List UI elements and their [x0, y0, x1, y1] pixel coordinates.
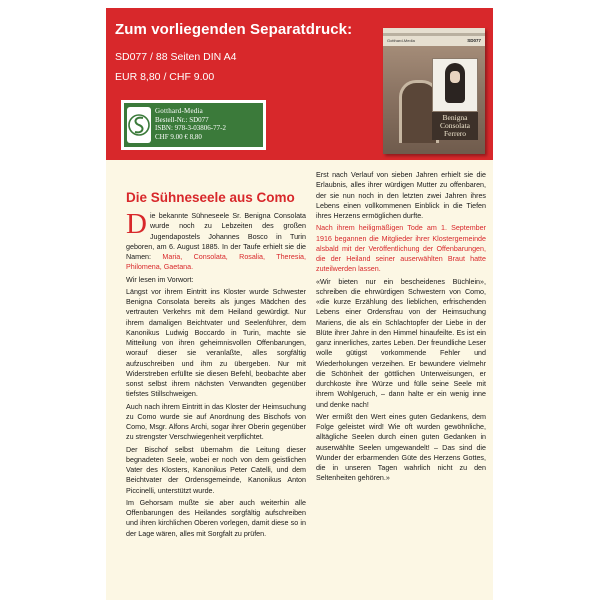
cover-title: Benigna Consolata Ferrero: [432, 112, 478, 140]
paragraph: Wir lesen im Vorwort:: [126, 275, 194, 284]
price-line: EUR 8,80 / CHF 9.00: [115, 71, 215, 83]
publisher-logo-icon: [127, 107, 151, 143]
article-column-right: [316, 170, 486, 486]
nun-portrait-image: [432, 58, 478, 112]
paragraph: Erst nach Verlauf von sieben Jahren erhielt sie die Erlaubnis, alles ihrer würdigen Mutter zu offenbaren, der sie nun noch in den letzten zwei Jahren ihres Lebens einen vollkommenen Einblick in die Tiefen ihres Herzens ermöglichen durfte.: [316, 171, 486, 220]
banner-title: Zum vorliegenden Separatdruck:: [115, 21, 353, 38]
paragraph: Im Gehorsam mußte sie aber auch weiterhin alle Offenbarungen des Heilandes sorgfältig aufschreiben und ihren kirchlichen Oberen vorlegen, damit diese so in der Lage wären, alles mit Sorgfalt zu prüfen.: [126, 498, 306, 538]
publisher-name: Gotthard-Media: [155, 107, 203, 115]
order-info-box: [121, 100, 266, 150]
baptism-names: Maria, Consolata, Rosalia, Theresia, Philomena, Gaetana.: [126, 253, 306, 272]
paragraph: Der Bischof selbst übernahm die Leitung dieser begnadeten Seele, wobei er noch von dem geistlichen Vater des Klosters, Kanonikus Peter Catelli, und dem Beichtvater der Ordensgemeinde, Kanonikus Anton Piccinelli, unterstützt wurde.: [126, 445, 306, 495]
paragraph: Wer ermißt den Wert eines guten Gedankens, dem Folge geleistet wird! Wie oft wurden gewöhnliche, alltägliche Seelen durch einen guten Gedanken in auserwählte Seelen umgewandelt! – Das sind die Wunder der erbarmenden Güte des Herzens Gottes, die in unseren Tagen wahrlich nicht zu den Seltenheiten gehören.»: [316, 412, 486, 483]
brochure-page: [106, 8, 493, 600]
paragraph: Die bekannte Sühneseele Sr. Benigna Consolata wurde noch zu Lebzeiten des großen Jugendapostels Johannes Bosco in Turin geboren, am 6. August 1885. In der Taufe erhielt sie die Namen: Maria, Consolata, Rosalia, Theresia, Philomena, Gaetana.: [126, 208, 306, 272]
article-column-left: [126, 208, 306, 541]
cover-number: SD077: [467, 38, 481, 43]
booklet-cover-image: [383, 28, 485, 154]
article-title: Die Sühneseele aus Como: [126, 190, 295, 205]
drop-cap: D: [126, 208, 147, 240]
paragraph: «Wir bieten nur ein bescheidenes Büchlein», schreiben die ehrwürdigen Schwestern von Como, «die kurze Erzählung des lieblichen, erfrischenden Lebens einer Ordensfrau von der Heimsuchung Mariens, die als ein Schlachtopfer der Liebe in der Blüte ihrer Jahre in den Himmel hinaufeilte. Es ist ein ganz innerliches, zartes Leben. Der freundliche Leser wolle gütigst vorkommende Fehler und Wiederholungen verzeihen. Er bewundere vielmehr die Schönheit der göttlichen Unterweisungen, er durchkoste ihre Würze und fülle seine Seele mit ihrem Wohlgeruch, – dann halte er ein wenig inne und denke nach!: [316, 277, 486, 409]
format-line: SD077 / 88 Seiten DIN A4: [115, 51, 237, 63]
isbn: ISBN: 978-3-03806-77-2: [155, 124, 226, 133]
cover-photo: [383, 46, 485, 154]
paragraph: Längst vor ihrem Eintritt ins Kloster wurde Schwester Benigna Consolata bereits als junges Mädchen des vertrauten Verkehrs mit dem Heiland gewürdigt. Nur ihrem damaligen Beichtvater und Seelenführer, dem Kanonikus Ludwig Boccardo in Turin, machte sie Mitteilung von ihren geheimnisvollen Offenbarungen, worauf dieser sie veranlaßte, alles sorgfältig aufzuschreiben und ihm zu übergeben. Nur mit Widerstreben erfüllte sie diesen Befehl, beobachte aber sonst selbst ihrem nächsten Verwandten gegenüber tiefstes Stillschweigen.: [126, 287, 306, 399]
highlight-paragraph: Nach ihrem heiligmäßigen Tode am 1. September 1916 begannen die Mitglieder ihrer Klostergemeinde alsbald mit der Veröffentlichung der Offenbarungen, die der Heiland seiner auserwählten Braut hatte zuteilwerden lassen.: [316, 224, 486, 274]
paragraph: Auch nach ihrem Eintritt in das Kloster der Heimsuchung zu Como wurde sie auf Anordnung des Bischofs von Como, Msgr. Alfons Archi, sogar ihrer Oberin gegenüber zu strengster Verschwiegenheit verpflichtet.: [126, 402, 306, 442]
order-number: Bestell-Nr.: SD077: [155, 115, 209, 124]
cover-publisher: Gotthard-Media: [387, 38, 415, 43]
info-banner: [106, 8, 493, 160]
order-price: CHF 9.00 € 8,80: [155, 132, 202, 141]
